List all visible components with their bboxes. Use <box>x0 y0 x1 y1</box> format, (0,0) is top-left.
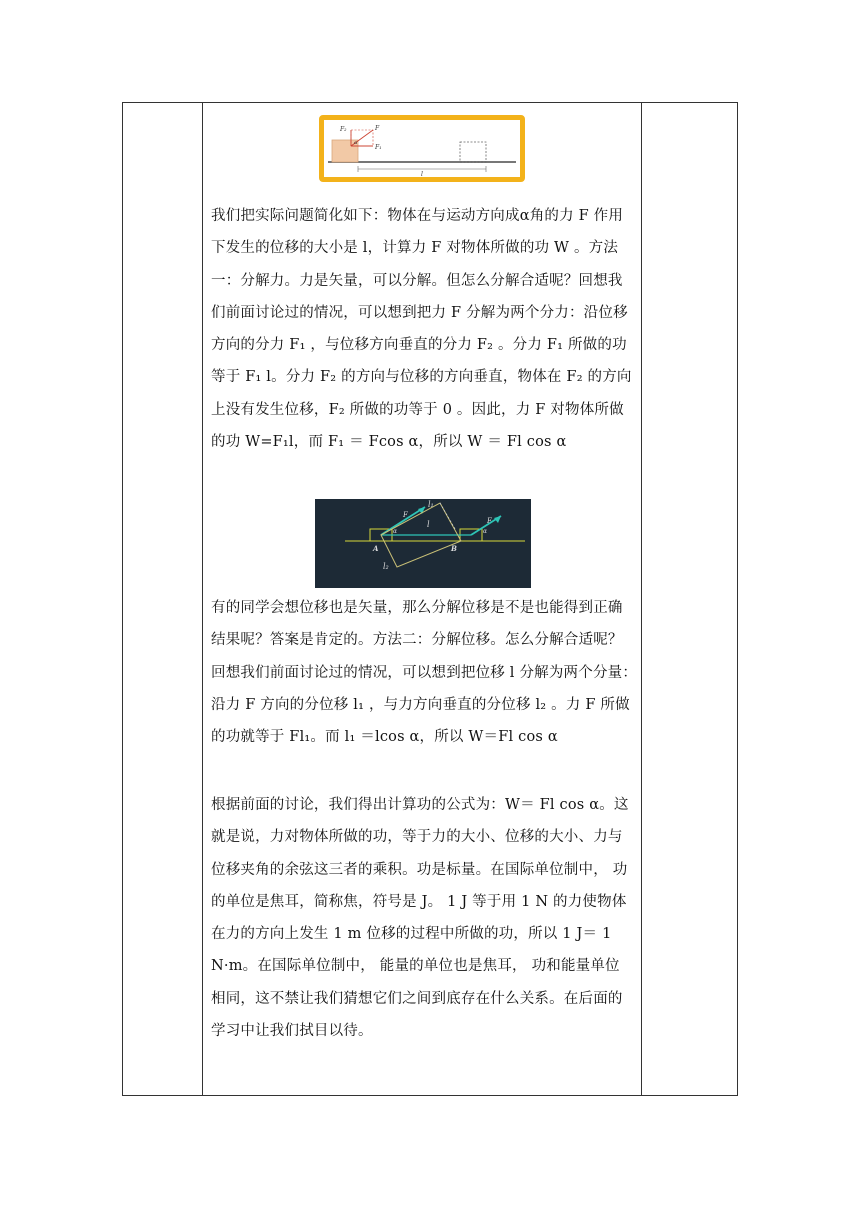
paragraph-line: 方向的分力 F₁ ，与位移方向垂直的分力 F₂ 。分力 F₁ 所做的功 <box>211 337 627 354</box>
paragraph-line: 位移夹角的余弦这三者的乘积。功是标量。在国际单位制中， 功 <box>211 861 628 878</box>
label-l: l <box>427 520 430 529</box>
paragraph-line: 我们把实际问题简化如下：物体在与运动方向成α角的力 F 作用 <box>211 208 624 224</box>
paragraph-line: N·m。在国际单位制中， 能量的单位也是焦耳， 功和能量单位 <box>211 958 620 975</box>
label-a: A <box>373 544 379 553</box>
paragraph-line: 一：分解力。力是矢量，可以分解。但怎么分解合适呢？回想我 <box>211 272 623 289</box>
paragraph-line: 沿力 F 方向的分位移 l₁ ，与力方向垂直的分位移 l₂ 。力 F 所做 <box>211 696 630 713</box>
paragraph-line: 们前面讨论过的情况，可以想到把力 F 分解为两个分力：沿位移 <box>211 304 628 321</box>
paragraph-line: 相同，这不禁让我们猜想它们之间到底存在什么关系。在后面的 <box>211 990 623 1007</box>
label-b: B <box>451 544 457 553</box>
paragraph-line: 结果呢？答案是肯定的。方法二：分解位移。怎么分解合适呢？ <box>211 632 623 649</box>
label-f2: F₂ <box>340 126 347 133</box>
paragraph-work-formula <box>211 789 641 1047</box>
paragraph-method-two <box>211 592 641 753</box>
paragraph-line: 上没有发生位移，F₂ 所做的功等于 0 。因此，力 F 对物体所做 <box>211 401 624 418</box>
paragraph-line: 的功就等于 Fl₁。而 l₁ ＝lcos α，所以 W＝Fl cos α <box>211 729 558 746</box>
label-l: l <box>421 171 423 177</box>
paragraph-method-one <box>211 200 641 458</box>
paragraph-line: 等于 F₁ l。分力 F₂ 的方向与位移的方向垂直，物体在 F₂ 的方向 <box>211 369 632 386</box>
paragraph-line: 就是说，力对物体所做的功，等于力的大小、位移的大小、力与 <box>211 829 623 846</box>
lesson-table <box>122 102 738 1096</box>
label-f1: F₁ <box>375 144 382 151</box>
column-divider-right <box>641 103 642 1095</box>
column-divider-left <box>202 103 203 1095</box>
paragraph-line: 有的同学会想位移也是矢量，那么分解位移是不是也能得到正确 <box>211 600 623 616</box>
label-alpha-1: α <box>393 528 398 535</box>
paragraph-line: 回想我们前面讨论过的情况，可以想到把位移 l 分解为两个分量： <box>211 664 638 681</box>
label-f-left: F <box>403 511 408 519</box>
paragraph-line: 根据前面的讨论，我们得出计算功的公式为：W＝ Fl cos α。这 <box>211 797 629 813</box>
label-f-right: F <box>487 517 492 525</box>
displacement-diagram <box>315 499 531 588</box>
force-decomposition-figure <box>319 115 525 182</box>
paragraph-line: 在力的方向上发生 1 m 位移的过程中所做的功，所以 1 J＝ 1 <box>211 926 612 943</box>
paragraph-line: 的功 W=F₁l，而 F₁ ＝ Fcos α，所以 W ＝ Fl cos α <box>211 434 567 451</box>
label-alpha-2: α <box>483 528 488 535</box>
label-alpha: α <box>354 140 358 146</box>
paragraph-line: 的单位是焦耳，简称焦，符号是 J。 1 J 等于用 1 N 的力使物体 <box>211 893 627 910</box>
label-f: F <box>375 125 380 132</box>
paragraph-line: 学习中让我们拭目以待。 <box>211 1023 373 1040</box>
label-l2: l₂ <box>383 562 389 571</box>
label-l1: l₁ <box>428 500 434 509</box>
paragraph-line: 下发生的位移的大小是 l，计算力 F 对物体所做的功 W 。方法 <box>211 240 619 257</box>
force-diagram <box>324 120 520 177</box>
displacement-decomposition-figure <box>315 499 531 588</box>
